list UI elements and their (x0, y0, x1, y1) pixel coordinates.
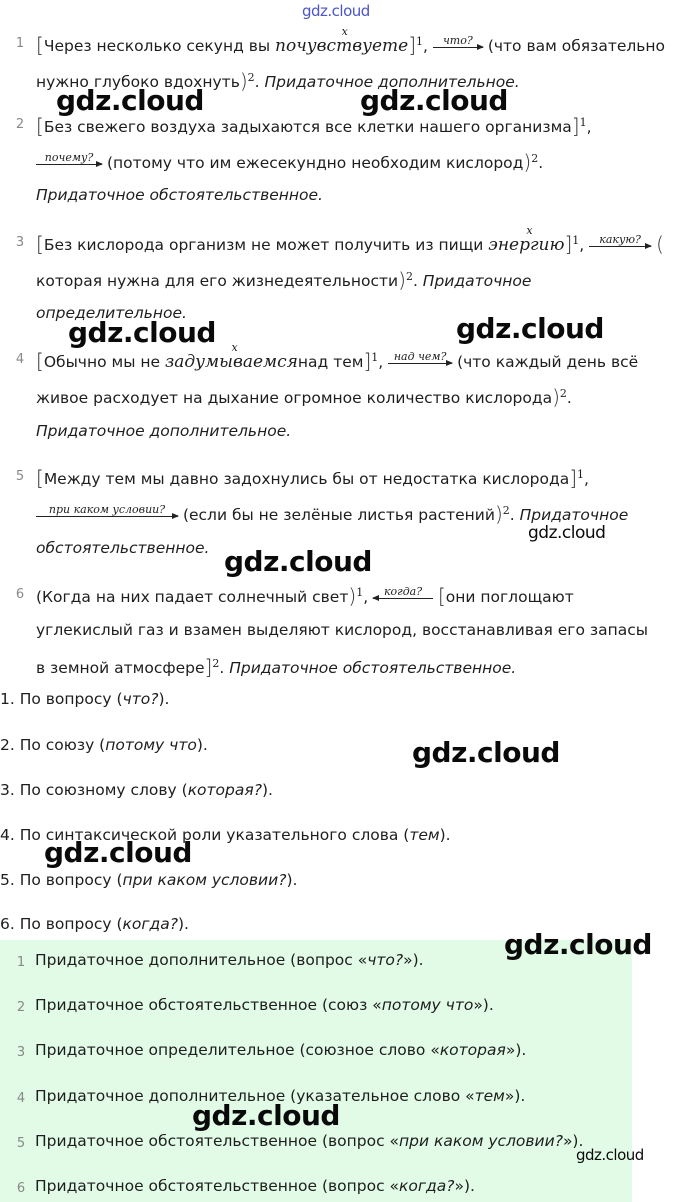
summary-number: 4 (16, 1091, 26, 1106)
sentence-line: [Обычно мы не x задумываемсянад тем]$^1$, над чем? (что каждый день всё (36, 341, 639, 374)
sentence-line (36, 421, 291, 441)
summary-item: Придаточное дополнительное (указательное слово «тем»). (35, 1087, 526, 1105)
sentence-line: обстоятельственное. (36, 539, 210, 557)
text: Через несколько секунд вы (43, 37, 276, 56)
sentence-number: 2 (15, 117, 25, 132)
predicate: x задумываемся (164, 341, 298, 373)
watermark: gdz.cloud (56, 84, 204, 117)
predicate: x почувствуете (275, 25, 409, 57)
watermark: gdz.cloud (192, 1099, 340, 1132)
summary-item: Придаточное обстоятельственное (вопрос «когда?»). (35, 1177, 475, 1195)
sentence-number: 1 (15, 36, 25, 51)
summary-number: 2 (16, 1000, 26, 1015)
watermark-top: gdz.cloud (302, 2, 370, 20)
watermark: gdz.cloud (68, 316, 216, 349)
summary-number: 6 (16, 1181, 26, 1196)
predicate: x энергию (488, 224, 565, 256)
summary-number: 3 (16, 1045, 26, 1060)
question-arrow: над чем? (388, 353, 452, 373)
clause-type: Придаточное обстоятельственное. (36, 186, 323, 204)
watermark: gdz.cloud (576, 1146, 644, 1164)
text: (что вам обязательно (487, 37, 666, 56)
reason-item: 6. По вопросу (когда?). (0, 915, 189, 933)
summary-panel (0, 940, 632, 1202)
watermark: gdz.cloud (224, 545, 372, 578)
question-arrow: когда? (373, 588, 433, 608)
sentence-number: 5 (15, 469, 25, 484)
reason-item: 1. По вопросу (что?). (0, 690, 170, 708)
sentence-number: 4 (15, 352, 25, 367)
summary-item: Придаточное определительное (союзное слово «которая»). (35, 1041, 527, 1059)
clause-type: Придаточное дополнительное. (36, 422, 292, 440)
sentence-line: углекислый газ и взамен выделяют кислород, восстанавливая его запасы (36, 621, 648, 639)
summary-number: 1 (16, 955, 26, 970)
clause-type: Придаточное обстоятельственное. (229, 659, 517, 678)
summary-item: Придаточное дополнительное (вопрос «что?»). (35, 951, 424, 969)
reason-item: 5. По вопросу (при каком условии?). (0, 871, 298, 889)
reason-item: 3. По союзному слову (которая?). (0, 781, 273, 799)
sentence-number: 6 (15, 587, 25, 602)
sentence-number: 3 (15, 235, 25, 250)
watermark: gdz.cloud (44, 836, 192, 869)
question-arrow: какую? (589, 236, 651, 256)
sentence-line (36, 185, 323, 205)
question-arrow: почему? (36, 154, 102, 174)
summary-item: Придаточное обстоятельственное (союз «потому что»). (35, 996, 494, 1014)
watermark: gdz.cloud (360, 84, 508, 117)
sentence-line: [Через несколько секунд вы x почувствуете]$^1$, что? (что вам обязательно (36, 25, 666, 58)
question-arrow: что? (433, 37, 483, 57)
watermark: gdz.cloud (528, 523, 606, 543)
sentence-line: которая нужна для его жизнедеятельности)$^2$. Придаточное (36, 268, 532, 293)
summary-number: 5 (16, 1136, 26, 1151)
clause-type: Придаточное дополнительное. (264, 73, 520, 92)
watermark: gdz.cloud (412, 736, 560, 769)
sentence-line: [Без кислорода организм не может получить из пищи x энергию]$^1$, какую? ( (36, 224, 664, 257)
clause-type: Придаточное (422, 272, 532, 291)
clause-type: Придаточное (519, 506, 629, 525)
watermark: gdz.cloud (456, 312, 604, 345)
sentence-line: живое расходует на дыхание огромное количество кислорода)$^2$. (36, 385, 572, 410)
question-arrow: при каком условии? (36, 506, 178, 526)
sentence-line: в земной атмосфере]$^2$. Придаточное обстоятельственное. (36, 655, 517, 680)
watermark: gdz.cloud (504, 928, 652, 961)
summary-item: Придаточное обстоятельственное (вопрос «при каком условии?»). (35, 1132, 584, 1150)
sentence-line: определительное. (36, 304, 187, 322)
sentence-line: [Без свежего воздуха задыхаются все клетки нашего организма]$^1$, (36, 114, 592, 139)
sentence-line: (Когда на них падает солнечный свет)$^1$, когда? [они поглощают (36, 584, 574, 609)
reason-item: 2. По союзу (потому что). (0, 736, 208, 754)
sentence-line: [Между тем мы давно задохнулись бы от недостатка кислорода]$^1$, (36, 466, 589, 491)
sentence-line: почему? (потому что им ежесекундно необходим кислород)$^2$. (36, 149, 543, 174)
sentence-line: при каком условии? (если бы не зелёные листья растений)$^2$. Придаточное (36, 501, 628, 526)
sentence-line: нужно глубоко вдохнуть)$^2$. Придаточное дополнительное. (36, 69, 520, 94)
reason-item: 4. По синтаксической роли указательного слова (тем). (0, 826, 451, 844)
